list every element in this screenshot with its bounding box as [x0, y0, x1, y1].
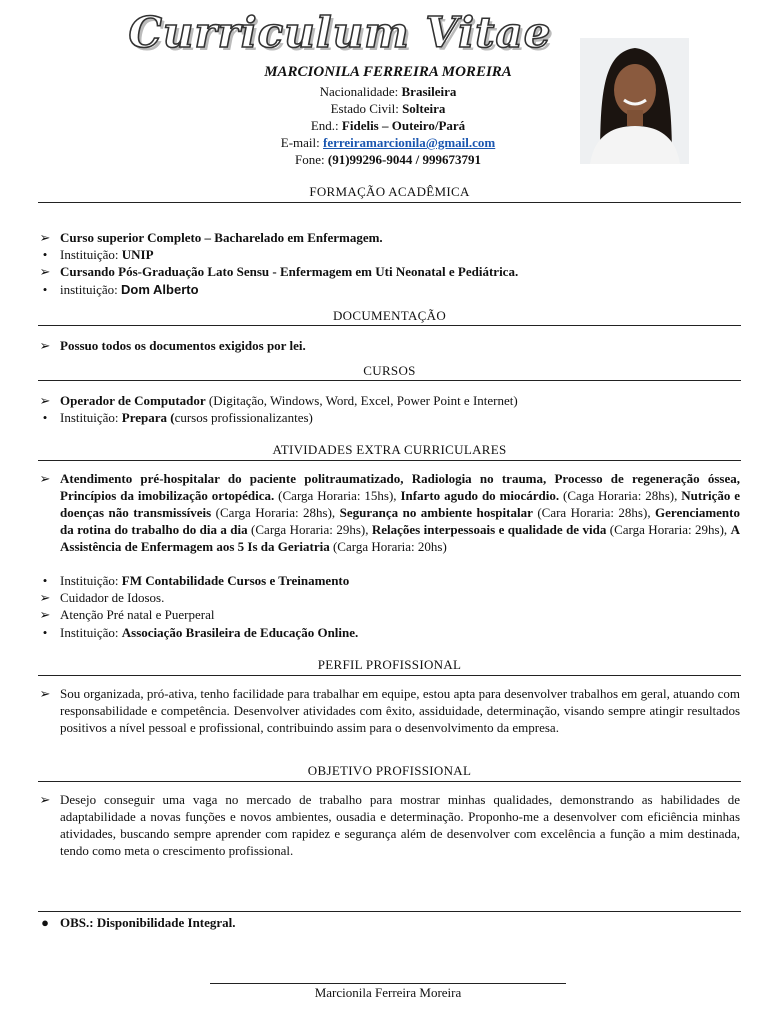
- objective-text: Desejo conseguir uma vaga no mercado de trabalho para mostrar minhas qualidades, demonstrando as habilidades de adaptabilidade a novas funções e novos ambientes, ousadia e determinação. Proponho-me a desenvolver com eficiência minhas atividades, buscando sempre aprender com rapidez e segurança além de desenvolver com excelência a função a mim destinada, tendo como meta o crescimento profissional.: [60, 792, 740, 858]
- section-heading-objetivo: OBJETIVO PROFISSIONAL: [307, 763, 472, 778]
- section-divider: [38, 675, 741, 676]
- profile-photo: [580, 38, 689, 164]
- list-item: [39, 685, 740, 736]
- dot-bullet-icon: •: [42, 410, 48, 425]
- institution-label: Instituição:: [60, 625, 119, 640]
- list-item: [42, 572, 740, 589]
- activity-title: Infarto agudo do miocárdio.: [400, 488, 560, 503]
- list-item: [39, 263, 740, 280]
- availability-note: OBS.: Disponibilidade Integral.: [60, 915, 236, 930]
- activity-hours: (Carga Horaria: 28hs),: [211, 505, 340, 520]
- activity-hours: (Carga Horaria: 29hs),: [606, 522, 731, 537]
- list-item: [39, 337, 740, 354]
- arrow-bullet-icon: ➢: [39, 590, 51, 605]
- dot-bullet-icon: •: [42, 282, 48, 297]
- section-divider: [38, 911, 741, 912]
- activity-title: Gerenciamento da rotina do trabalho do dia a dia: [60, 505, 740, 537]
- activity-title: Nutrição e doenças não transmissíveis: [60, 488, 741, 520]
- section-heading-cursos: CURSOS: [363, 363, 416, 378]
- section-heading-atividades: ATIVIDADES EXTRA CURRICULARES: [272, 442, 507, 457]
- institution-value: Associação Brasileira de Educação Online.: [121, 625, 359, 640]
- activity-text: Cuidador de Idosos.: [60, 590, 165, 605]
- arrow-bullet-icon: ➢: [39, 393, 51, 408]
- institution-detail: cursos profissionalizantes): [174, 410, 313, 425]
- arrow-bullet-icon: ➢: [39, 471, 51, 486]
- cv-title: Curriculum Vitae: [128, 8, 552, 57]
- documentation-text: Possuo todos os documentos exigidos por lei.: [60, 338, 306, 353]
- email-link[interactable]: ferreiramarcionila@gmail.com: [323, 135, 496, 150]
- list-item: [42, 246, 740, 263]
- institution-label: Instituição:: [60, 247, 119, 262]
- activity-hours: (Cara Horaria: 28hs),: [532, 505, 656, 520]
- activity-hours: (Carga Horaria: 15hs),: [274, 488, 401, 503]
- list-item: [39, 791, 740, 859]
- dot-bullet-icon: ●: [41, 915, 49, 930]
- activity-text: Atenção Pré natal e Puerperal: [60, 607, 215, 622]
- signature-line: [210, 983, 566, 984]
- activity-title: A Assistência de Enfermagem aos 5 Is da Geriatria: [60, 522, 740, 554]
- section-heading-formacao: FORMAÇÃO ACADÊMICA: [309, 184, 470, 199]
- civil-value: Solteira: [402, 101, 446, 116]
- course-text: Cursando Pós-Graduação Lato Sensu - Enfermagem em Uti Neonatal e Pediátrica.: [60, 264, 519, 279]
- institution-label: Instituição:: [60, 410, 119, 425]
- section-divider: [38, 202, 741, 203]
- nationality-label: Nacionalidade:: [319, 84, 399, 99]
- dot-bullet-icon: •: [42, 625, 48, 640]
- arrow-bullet-icon: ➢: [39, 230, 51, 245]
- course-detail: (Digitação, Windows, Word, Excel, Power Point e Internet): [208, 393, 518, 408]
- arrow-bullet-icon: ➢: [39, 686, 51, 701]
- person-photo-icon: [580, 38, 689, 164]
- list-item: [39, 229, 740, 246]
- candidate-name: MARCIONILA FERREIRA MOREIRA: [264, 64, 512, 80]
- profile-text: Sou organizada, pró-ativa, tenho facilidade para trabalhar em equipe, estou apta para desenvolver trabalhos em geral, atuando com responsabilidade e competência. Desenvolver atividades com êxito, assiduidade, determinação, visando sempre atingir resultados positivos a nível pessoal e profissional, contribuindo assim para o desenvolvimento da empresa.: [60, 686, 740, 735]
- course-text: Operador de Computador: [60, 393, 206, 408]
- list-item: [42, 281, 740, 298]
- list-item: [42, 624, 740, 641]
- activity-hours: (Carga Horaria: 20hs): [329, 539, 447, 554]
- dot-bullet-icon: •: [42, 247, 48, 262]
- signature-name: Marcionila Ferreira Moreira: [314, 985, 462, 1000]
- arrow-bullet-icon: ➢: [39, 264, 51, 279]
- activity-title: Relações interpessoais e qualidade de vida: [371, 522, 607, 537]
- list-item: [39, 589, 740, 606]
- section-heading-perfil: PERFIL PROFISSIONAL: [317, 657, 462, 672]
- institution-value: Prepara (: [121, 410, 175, 425]
- list-item: [39, 470, 741, 555]
- arrow-bullet-icon: ➢: [39, 607, 51, 622]
- list-item: [39, 392, 740, 409]
- section-divider: [38, 380, 741, 381]
- section-divider: [38, 325, 741, 326]
- activity-hours: (Caga Horaria: 28hs),: [559, 488, 682, 503]
- list-item: [41, 914, 740, 931]
- activity-title: Atendimento pré-hospitalar do paciente politraumatizado, Radiologia no trauma, Processo de regeneração óssea, Princípios da imobilização ortopédica.: [60, 471, 740, 503]
- arrow-bullet-icon: ➢: [39, 338, 51, 353]
- address-value: Fidelis – Outeiro/Pará: [341, 118, 466, 133]
- arrow-bullet-icon: ➢: [39, 792, 51, 807]
- address-label: End.:: [310, 118, 339, 133]
- institution-value: UNIP: [121, 247, 154, 262]
- institution-label: Instituição:: [60, 573, 119, 588]
- course-text: Curso superior Completo – Bacharelado em Enfermagem.: [60, 230, 383, 245]
- list-item: [42, 409, 740, 426]
- institution-value: FM Contabilidade Cursos e Treinamento: [121, 573, 350, 588]
- institution-label: instituição:: [60, 282, 118, 297]
- dot-bullet-icon: •: [42, 573, 48, 588]
- activity-title: Segurança no ambiente hospitalar: [339, 505, 533, 520]
- phone-label: Fone:: [295, 152, 325, 167]
- civil-label: Estado Civil:: [330, 101, 399, 116]
- section-heading-documentacao: DOCUMENTAÇÃO: [332, 308, 447, 323]
- section-divider: [38, 781, 741, 782]
- section-divider: [38, 460, 741, 461]
- phone-value: (91)99296-9044 / 999673791: [327, 152, 481, 167]
- institution-value: Dom Alberto: [121, 282, 199, 297]
- email-label: E-mail:: [280, 135, 320, 150]
- activity-hours: (Carga Horaria: 29hs),: [247, 522, 372, 537]
- nationality-value: Brasileira: [401, 84, 457, 99]
- list-item: [39, 606, 740, 623]
